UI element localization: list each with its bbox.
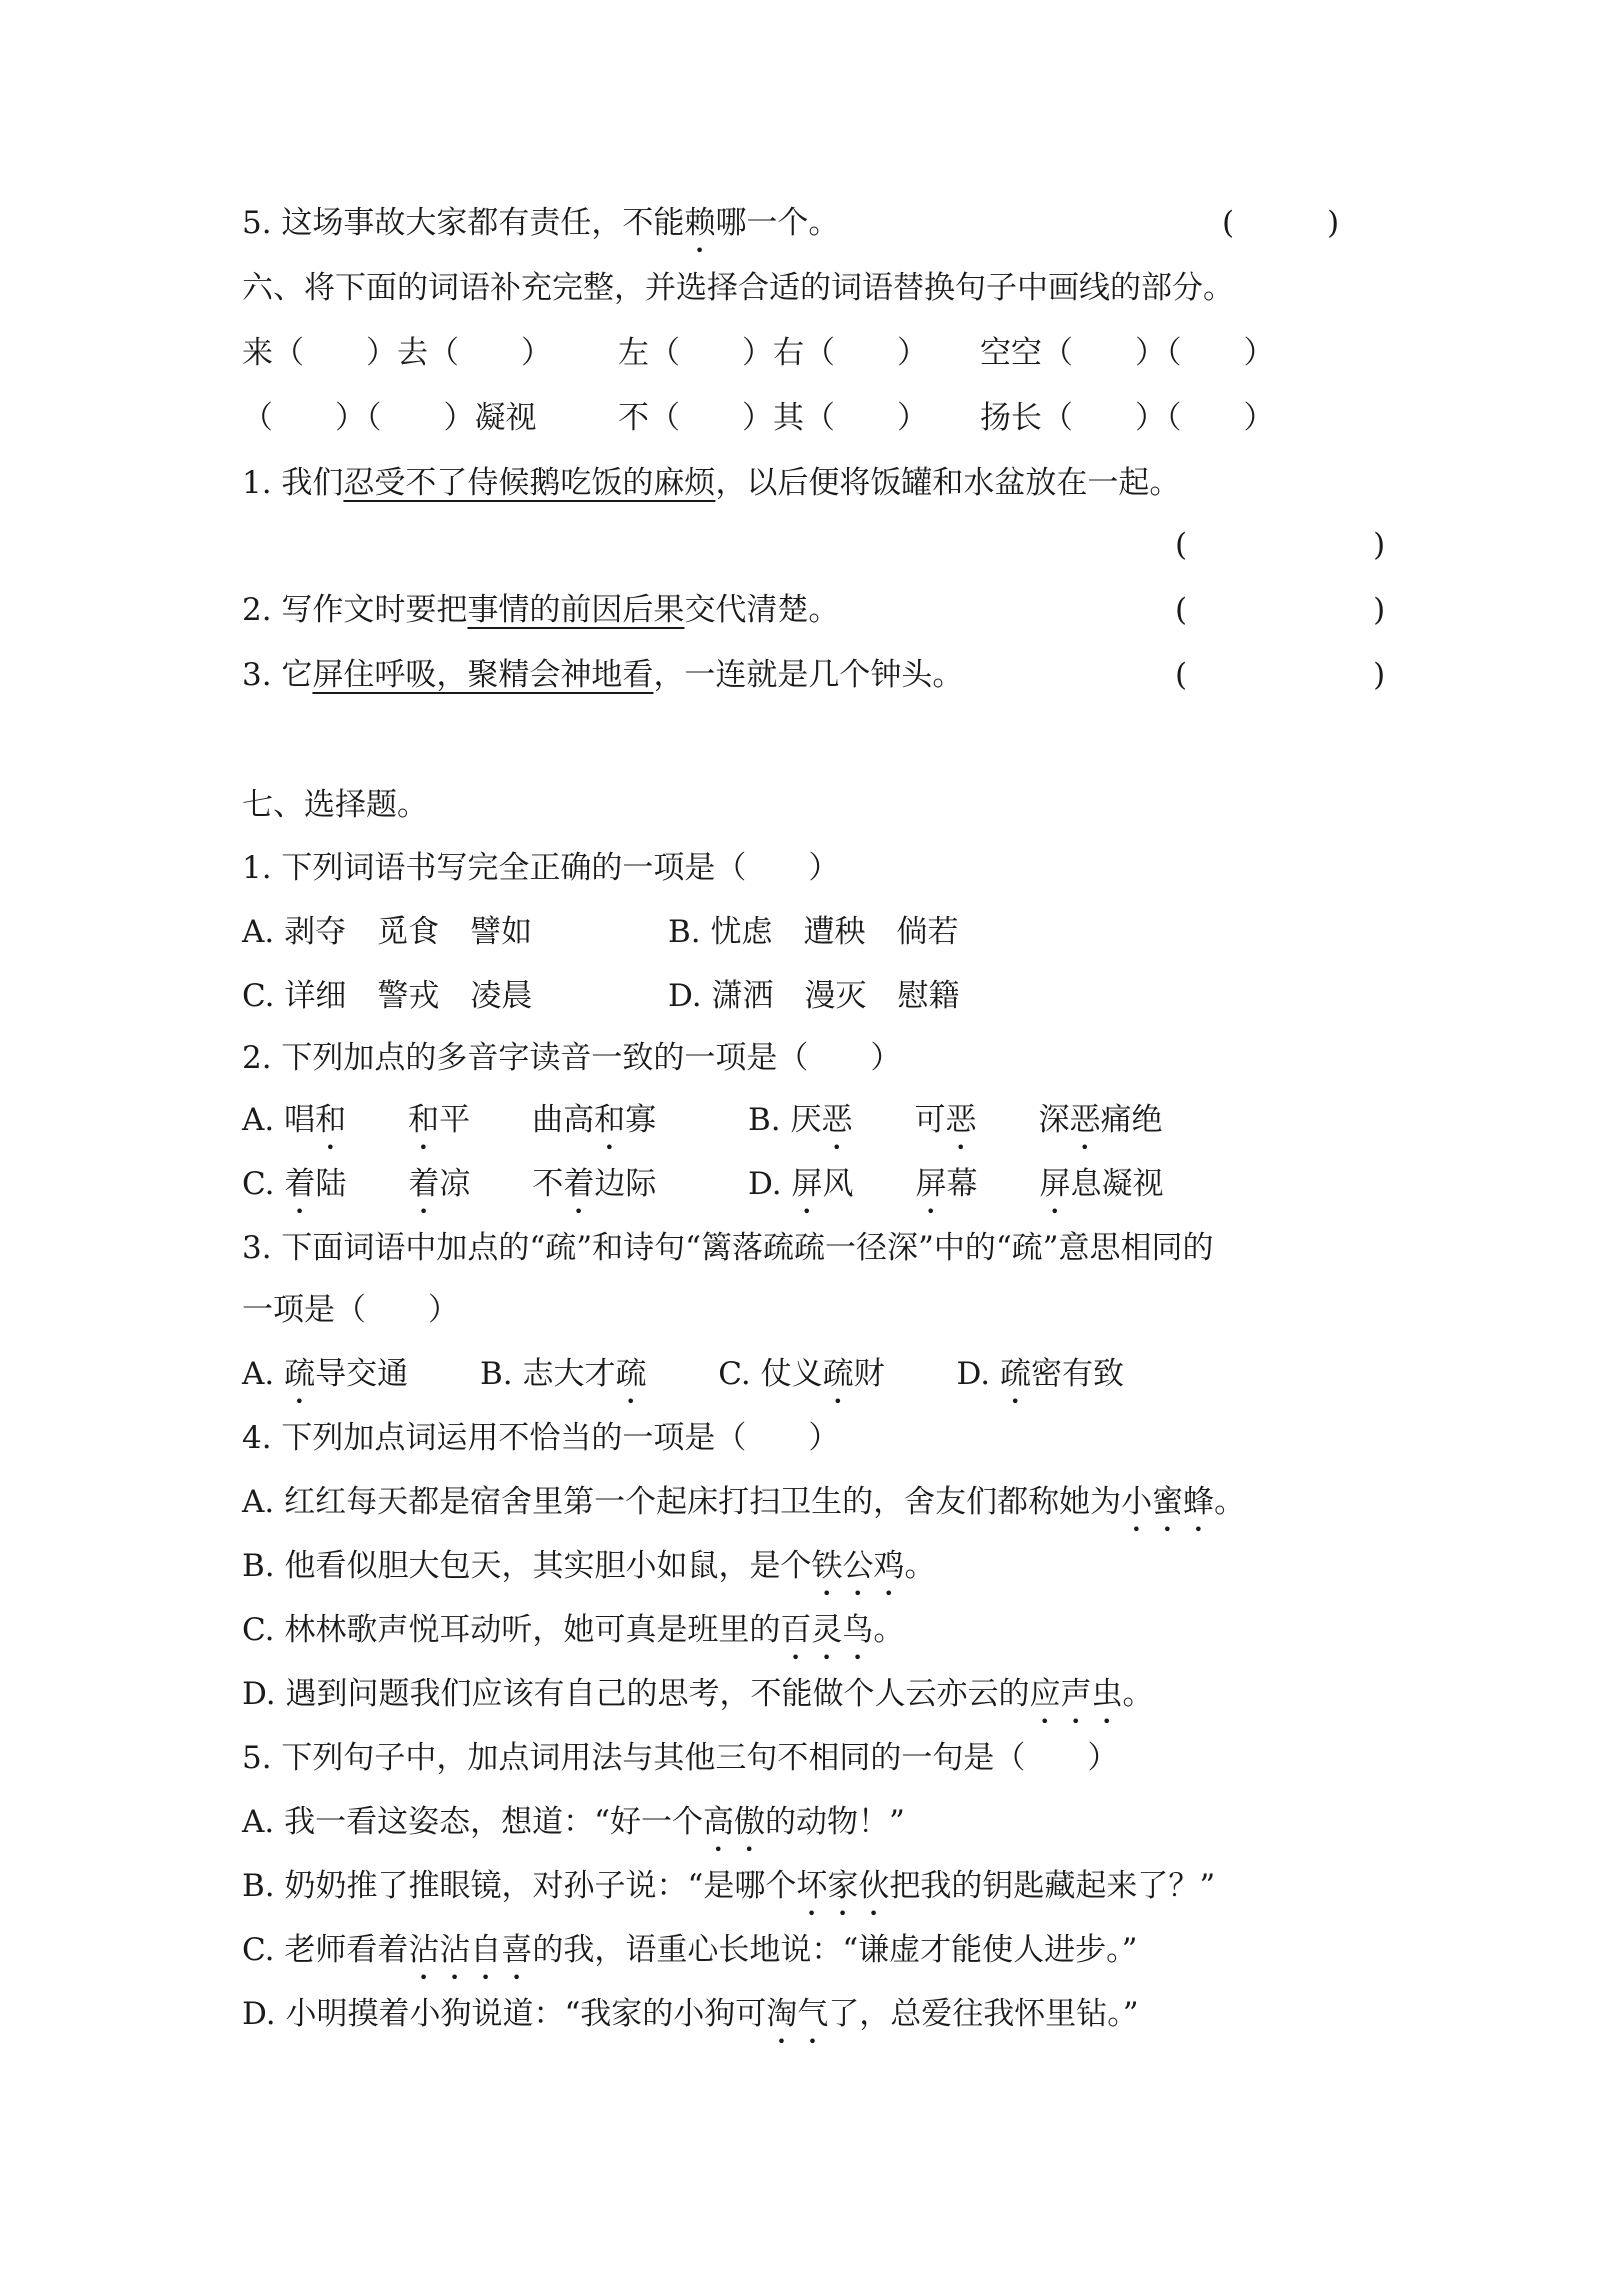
s7-q1-optA: A. 剥夺 觅食 譬如 [242,914,533,950]
s7-q1: 1. 下列词语书写完全正确的一项是（ ） [242,850,840,886]
s6-q2: 2. 写作文时要把事情的前因后果交代清楚。 [242,592,840,628]
answer-paren[interactable]: ( ) [1175,592,1386,628]
s7-q5-optC: C. 老师看着沾沾自喜的我，语重心长地说：“谦虚才能使人进步。” [242,1932,1138,1968]
s7-q5-optA: A. 我一看这姿态，想道：“好一个高傲的动物！” [242,1804,905,1840]
s6-q3: 3. 它屏住呼吸，聚精会神地看，一连就是几个钟头。 [242,657,964,693]
answer-paren[interactable]: ( ) [1175,527,1386,563]
s7-q1-optC: C. 详细 警戎 凌晨 [242,978,533,1014]
s6-q1: 1. 我们忍受不了侍候鹅吃饭的麻烦，以后便将饭罐和水盆放在一起。 [242,465,1181,501]
s7-q5-optD: D. 小明摸着小狗说道：“我家的小狗可淘气了，总爱往我怀里钻。” [242,1996,1139,2032]
s6-r2a: （ ）（ ）凝视 [242,400,537,436]
s6-r1c: 空空（ ）（ ） [980,335,1275,371]
s7-q5: 5. 下列句子中，加点词用法与其他三句不相同的一句是（ ） [242,1740,1119,1776]
s7-q3-line2: 一项是（ ） [242,1292,459,1328]
s7-q1-optB: B. 忧虑 遭秧 倘若 [668,914,959,950]
s6-r1a: 来（ ）去（ ） [242,335,552,371]
s6-r2c: 扬长（ ）（ ） [980,400,1275,436]
s7-q3-options: A. 疏导交通 B. 志大才疏 C. 仗义疏财 D. 疏密有致 [242,1356,1124,1392]
s7-q4-optA: A. 红红每天都是宿舍里第一个起床打扫卫生的，舍友们都称她为小蜜蜂。 [242,1484,1246,1520]
s7-q4-optB: B. 他看似胆大包天，其实胆小如鼠，是个铁公鸡。 [242,1548,936,1584]
s7-q2: 2. 下列加点的多音字读音一致的一项是（ ） [242,1040,902,1076]
s7-q2-optD: D. 屏风 屏幕 屏息凝视 [748,1166,1164,1202]
s7-q5-optB: B. 奶奶推了推眼镜，对孙子说：“是哪个坏家伙把我的钥匙藏起来了？” [242,1868,1216,1904]
s7-q2-optA: A. 唱和 和平 曲高和寡 [242,1102,657,1138]
s7-q4: 4. 下列加点词运用不恰当的一项是（ ） [242,1420,840,1456]
answer-paren[interactable]: ( ) [1222,205,1340,241]
s6-r2b: 不（ ）其（ ） [618,400,928,436]
answer-paren[interactable]: ( ) [1175,657,1386,693]
s5-q5: 5. 这场事故大家都有责任，不能赖哪一个。 [242,205,840,241]
s7-q2-optB: B. 厌恶 可恶 深恶痛绝 [748,1102,1163,1138]
section-6-heading: 六、将下面的词语补充完整，并选择合适的词语替换句子中画线的部分。 [242,270,1234,306]
s7-q2-optC: C. 着陆 着凉 不着边际 [242,1166,657,1202]
s6-r1b: 左（ ）右（ ） [618,335,928,371]
section-7-heading: 七、选择题。 [242,787,428,823]
s7-q1-optD: D. 潇洒 漫灭 慰籍 [668,978,960,1014]
s7-q3-line1: 3. 下面词语中加点的“疏”和诗句“篱落疏疏一径深”中的“疏”意思相同的 [242,1230,1214,1266]
s7-q4-optD: D. 遇到问题我们应该有自己的思考，不能做个人云亦云的应声虫。 [242,1676,1154,1712]
s7-q4-optC: C. 林林歌声悦耳动听，她可真是班里的百灵鸟。 [242,1612,905,1648]
